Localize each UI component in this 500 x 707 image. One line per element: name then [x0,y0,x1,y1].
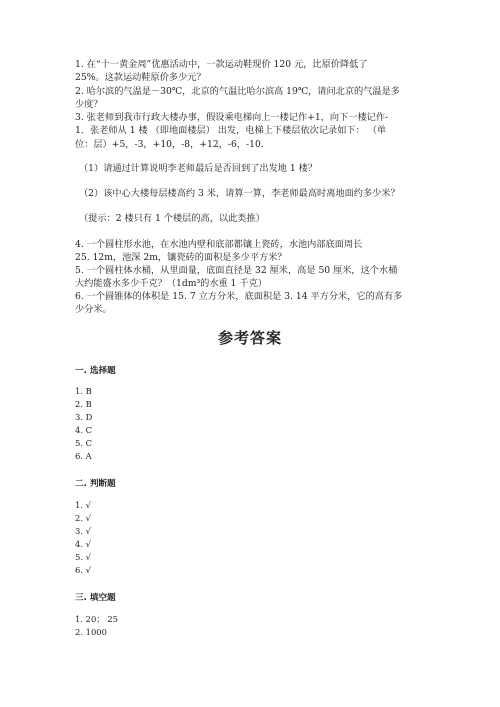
answer-item: 1. √ [75,500,91,510]
answer-item: 2. 1000 [75,627,107,637]
answer-item: 5. √ [75,552,91,562]
section-title-choice: 一. 选择题 [75,366,116,376]
problem-line: 1. 在“十一黄金周”优惠活动中，一款运动鞋现价 120 元，比原价降低了 [75,59,368,70]
problem-line: 6. 一个圆锥体的体积是 15. 7 立方分米，底面积是 3. 14 平方分米，它的高有多 [75,291,403,302]
answer-item: 2. √ [75,513,91,523]
answer-item: 2. B [75,399,92,409]
answer-item: 3. √ [75,526,91,536]
problem-line: 25. 12m，池深 2m，镶瓷砖的面积是多少平方米？ [75,252,287,263]
problem-line: 位：层）+5，-3，+10，-8，+12，-6，-10. [75,139,264,150]
section-title-judge: 二. 判断题 [75,479,116,489]
problem-line: 25%。这款运动鞋原价多少元？ [75,72,206,83]
problem-line: 4. 一个圆柱形水池，在水池内壁和底部都镶上瓷砖，水池内部底面周长 [75,239,363,250]
problem-line: 2. 哈尔滨的气温是－30℃，北京的气温比哈尔滨高 19℃，请问北京的气温是多 [75,86,400,97]
answer-item: 6. √ [75,565,91,575]
problem-line: 3. 张老师到我市行政大楼办事，假设乘电梯向上一楼记作+1，向下一楼记作- [75,112,389,123]
answer-item: 4. C [75,425,93,435]
answer-item: 1. B [75,386,92,396]
problem-line: 1．张老师从 1 楼 （即地面楼层） 出发，电梯上下楼层依次记录如下： （单 [75,125,387,136]
answer-item: 1. 20； 25 [75,614,119,624]
sub-question: （2）该中心大楼每层楼高约 3 米，请算一算，李老师最高时离地面约多少米？ [79,188,400,199]
answer-item: 3. D [75,412,93,422]
answer-item: 4. √ [75,539,91,549]
answer-item: 6. A [75,451,92,461]
problem-line: 少分米。 [75,304,112,315]
problem-line: 大约能盛水多少千克？（1dm³的水重 1 千克） [75,278,267,289]
problem-line: 少度？ [75,99,103,110]
sub-question: （1）请通过计算说明李老师最后是否回到了出发地 1 楼？ [79,163,318,174]
section-title-fill: 三. 填空题 [75,593,116,603]
answer-title: 参考答案 [217,329,282,347]
answer-item: 5. C [75,438,93,448]
problem-line: 5. 一个圆柱体水桶，从里面量，底面直径是 32 厘米，高是 50 厘米，这个水桶 [75,265,398,276]
hint-text: （提示：2 楼只有 1 个楼层的高，以此类推） [79,213,265,224]
